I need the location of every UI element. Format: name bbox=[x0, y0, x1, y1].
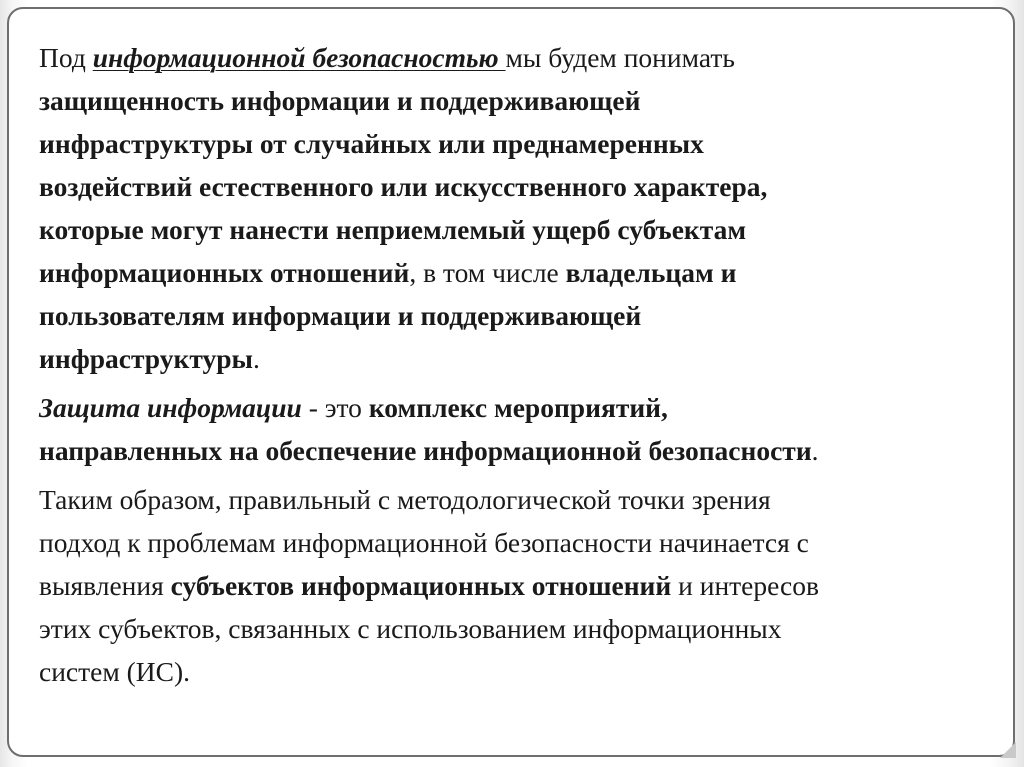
paragraph-2 bbox=[39, 386, 999, 472]
text-run: выявления bbox=[39, 570, 171, 601]
text-run: владельцам и bbox=[565, 257, 737, 288]
text-line bbox=[39, 521, 999, 564]
text-run: систем (ИС). bbox=[39, 656, 191, 687]
text-run: , в том числе bbox=[409, 257, 566, 288]
text-line bbox=[39, 607, 999, 650]
text-line bbox=[39, 251, 999, 294]
slide-frame bbox=[7, 7, 1015, 757]
text-run: подход к проблемам информационной безопасности начинается с bbox=[39, 527, 809, 558]
text-run: воздействий естественного или искусственного характера, bbox=[39, 171, 768, 202]
text-line bbox=[39, 650, 999, 693]
text-run: . bbox=[811, 435, 819, 466]
text-run: комплекс мероприятий, bbox=[368, 392, 668, 423]
text-line bbox=[39, 79, 999, 122]
text-run: направленных на обеспечение информационной безопасности bbox=[39, 435, 812, 466]
text-line bbox=[39, 208, 999, 251]
text-run: - это bbox=[301, 392, 369, 423]
text-run: Защита информации bbox=[39, 392, 302, 423]
text-run: которые могут нанести неприемлемый ущерб субъектам bbox=[39, 214, 747, 245]
paragraph-1 bbox=[39, 36, 999, 380]
text-run: защищенность информации и поддерживающей bbox=[39, 85, 641, 116]
text-line bbox=[39, 294, 999, 337]
text-line bbox=[39, 337, 999, 380]
text-run: субъектов информационных отношений bbox=[170, 570, 672, 601]
text-run: этих субъектов, связанных с использованием информационных bbox=[39, 613, 782, 644]
text-line bbox=[39, 478, 999, 521]
text-run: Под bbox=[39, 42, 93, 73]
text-run: инфраструктуры от случайных или преднамеренных bbox=[39, 128, 704, 159]
page-curl-decoration bbox=[1000, 742, 1016, 758]
text-run: информационных отношений bbox=[39, 257, 410, 288]
text-line bbox=[39, 429, 999, 472]
text-run: пользователям информации и поддерживающей bbox=[39, 300, 642, 331]
text-line bbox=[39, 386, 999, 429]
text-run: и интересов bbox=[671, 570, 819, 601]
text-line bbox=[39, 564, 999, 607]
text-run: инфраструктуры bbox=[39, 343, 253, 374]
text-run: Таким образом, правильный с методологической точки зрения bbox=[39, 484, 771, 515]
text-line bbox=[39, 165, 999, 208]
text-run: информационной безопасностью bbox=[92, 42, 506, 73]
text-run: мы будем понимать bbox=[505, 42, 735, 73]
text-run: . bbox=[253, 343, 260, 374]
slide-body-text bbox=[39, 36, 999, 699]
text-line bbox=[39, 122, 999, 165]
text-line bbox=[39, 36, 999, 79]
paragraph-3 bbox=[39, 478, 999, 693]
